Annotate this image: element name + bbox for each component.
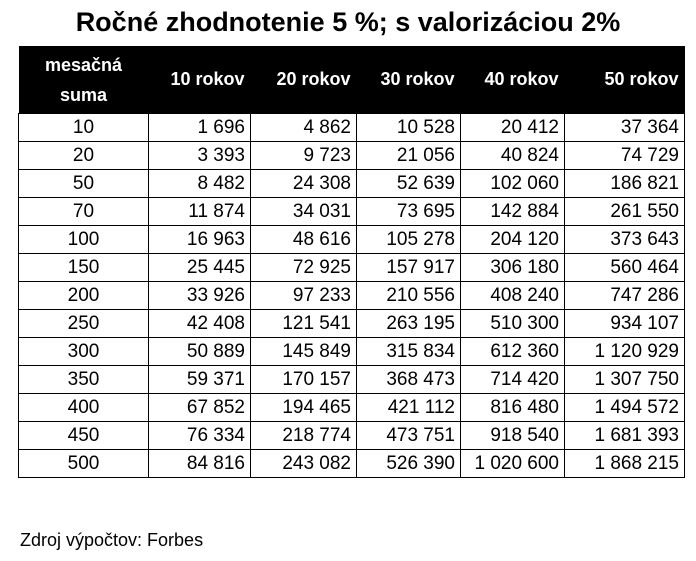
- value-cell: 368 473: [357, 366, 461, 394]
- value-cell: 421 112: [357, 394, 461, 422]
- table-row: [19, 422, 685, 450]
- value-cell: 306 180: [461, 254, 565, 282]
- table-row: [19, 366, 685, 394]
- table-body: [19, 114, 685, 478]
- value-cell: 473 751: [357, 422, 461, 450]
- table-row: [19, 450, 685, 478]
- value-cell: 210 556: [357, 282, 461, 310]
- value-cell: 816 480: [461, 394, 565, 422]
- table-row: [19, 310, 685, 338]
- value-cell: 142 884: [461, 198, 565, 226]
- header-50-years: 50 rokov: [565, 46, 685, 114]
- value-cell: 1 020 600: [461, 450, 565, 478]
- monthly-sum-cell: 500: [19, 450, 149, 478]
- value-cell: 560 464: [565, 254, 685, 282]
- value-cell: 218 774: [251, 422, 357, 450]
- value-cell: 194 465: [251, 394, 357, 422]
- header-10-years: 10 rokov: [149, 46, 251, 114]
- value-cell: 102 060: [461, 170, 565, 198]
- value-cell: 74 729: [565, 142, 685, 170]
- value-cell: 97 233: [251, 282, 357, 310]
- monthly-sum-cell: 50: [19, 170, 149, 198]
- value-cell: 263 195: [357, 310, 461, 338]
- table-row: [19, 170, 685, 198]
- value-cell: 50 889: [149, 338, 251, 366]
- value-cell: 42 408: [149, 310, 251, 338]
- value-cell: 16 963: [149, 226, 251, 254]
- value-cell: 3 393: [149, 142, 251, 170]
- value-cell: 84 816: [149, 450, 251, 478]
- value-cell: 72 925: [251, 254, 357, 282]
- header-20-years: 20 rokov: [251, 46, 357, 114]
- value-cell: 315 834: [357, 338, 461, 366]
- value-cell: 10 528: [357, 114, 461, 142]
- value-cell: 204 120: [461, 226, 565, 254]
- header-40-years: 40 rokov: [461, 46, 565, 114]
- monthly-sum-cell: 300: [19, 338, 149, 366]
- value-cell: 8 482: [149, 170, 251, 198]
- value-cell: 67 852: [149, 394, 251, 422]
- value-cell: 1 681 393: [565, 422, 685, 450]
- value-cell: 612 360: [461, 338, 565, 366]
- table-row: [19, 338, 685, 366]
- value-cell: 33 926: [149, 282, 251, 310]
- value-cell: 37 364: [565, 114, 685, 142]
- value-cell: 170 157: [251, 366, 357, 394]
- value-cell: 20 412: [461, 114, 565, 142]
- monthly-sum-cell: 200: [19, 282, 149, 310]
- data-table: [18, 46, 685, 478]
- value-cell: 934 107: [565, 310, 685, 338]
- value-cell: 21 056: [357, 142, 461, 170]
- value-cell: 145 849: [251, 338, 357, 366]
- header-monthly-sum: mesačná suma: [19, 46, 149, 114]
- monthly-sum-cell: 350: [19, 366, 149, 394]
- value-cell: 1 120 929: [565, 338, 685, 366]
- value-cell: 48 616: [251, 226, 357, 254]
- value-cell: 747 286: [565, 282, 685, 310]
- value-cell: 261 550: [565, 198, 685, 226]
- value-cell: 373 643: [565, 226, 685, 254]
- value-cell: 105 278: [357, 226, 461, 254]
- value-cell: 408 240: [461, 282, 565, 310]
- value-cell: 34 031: [251, 198, 357, 226]
- value-cell: 9 723: [251, 142, 357, 170]
- table-row: [19, 198, 685, 226]
- header-row: [19, 46, 685, 114]
- value-cell: 59 371: [149, 366, 251, 394]
- value-cell: 186 821: [565, 170, 685, 198]
- table-row: [19, 254, 685, 282]
- monthly-sum-cell: 150: [19, 254, 149, 282]
- value-cell: 1 494 572: [565, 394, 685, 422]
- table-row: [19, 114, 685, 142]
- table-row: [19, 394, 685, 422]
- value-cell: 1 868 215: [565, 450, 685, 478]
- monthly-sum-cell: 400: [19, 394, 149, 422]
- value-cell: 11 874: [149, 198, 251, 226]
- value-cell: 4 862: [251, 114, 357, 142]
- value-cell: 714 420: [461, 366, 565, 394]
- table-row: [19, 142, 685, 170]
- monthly-sum-cell: 10: [19, 114, 149, 142]
- value-cell: 1 307 750: [565, 366, 685, 394]
- value-cell: 918 540: [461, 422, 565, 450]
- monthly-sum-cell: 250: [19, 310, 149, 338]
- value-cell: 40 824: [461, 142, 565, 170]
- source-note: Zdroj výpočtov: Forbes: [20, 530, 204, 550]
- monthly-sum-cell: 100: [19, 226, 149, 254]
- table-row: [19, 282, 685, 310]
- value-cell: 510 300: [461, 310, 565, 338]
- value-cell: 157 917: [357, 254, 461, 282]
- value-cell: 1 696: [149, 114, 251, 142]
- value-cell: 73 695: [357, 198, 461, 226]
- value-cell: 121 541: [251, 310, 357, 338]
- monthly-sum-cell: 450: [19, 422, 149, 450]
- chart-title: Ročné zhodnotenie 5 %; s valorizáciou 2%: [75, 7, 621, 37]
- monthly-sum-cell: 20: [19, 142, 149, 170]
- value-cell: 243 082: [251, 450, 357, 478]
- table-row: [19, 226, 685, 254]
- header-30-years: 30 rokov: [357, 46, 461, 114]
- value-cell: 526 390: [357, 450, 461, 478]
- value-cell: 24 308: [251, 170, 357, 198]
- value-cell: 52 639: [357, 170, 461, 198]
- monthly-sum-cell: 70: [19, 198, 149, 226]
- value-cell: 76 334: [149, 422, 251, 450]
- value-cell: 25 445: [149, 254, 251, 282]
